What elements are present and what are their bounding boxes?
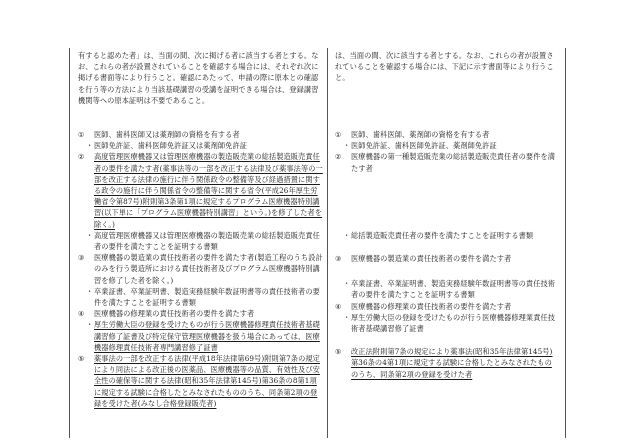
right-intro: は、当面の間、次に該当する者とする。なお、これらの者が設置されていることを確認する場合には、下記に示す書面等により行うこと。	[335, 51, 554, 83]
left-item-1-text: 医師、歯科医師又は薬剤師の資格を有する者	[94, 130, 240, 139]
left-item-5-number: ⑤	[78, 354, 85, 364]
left-item-2-number: ②	[78, 152, 85, 162]
current-column	[335, 50, 557, 380]
left-item-1-evidence: ・ 医師免許証、歯科医師免許証又は薬剤師免許証	[86, 141, 248, 151]
left-item-4-text: 医療機器の修理業の責任技術者の要件を満たす者	[94, 309, 255, 319]
right-item-5-text: 改正法附則第7条の規定により薬事法(昭和35年法律第145号)第36条の4第1項に規定する試験に合格したとみなされたもののうち、同条第2項の登録を受けた者	[351, 347, 553, 379]
left-item-3-number: ③	[78, 253, 85, 263]
left-item-2	[78, 151, 323, 229]
right-item-1-text: 医師、歯科医師、薬剤師の資格を有する者	[351, 130, 490, 139]
left-item-4-evidence: ・ 厚生労働大臣の登録を受けたものが行う医療機器修理責任技術者基礎講習修了証書及び特定保守管理医療機器を扱う場合にあっては、医療機器修理責任技術者専門講習修了証書	[86, 320, 320, 352]
right-item-5-number: ⑤	[335, 347, 342, 357]
left-item-1-number: ①	[78, 130, 85, 139]
right-item-1	[335, 129, 557, 140]
bullet-icon: ・	[86, 141, 94, 151]
bullet-icon: ・	[343, 312, 351, 322]
left-item-3-evidence: ・ 卒業証書、卒業証明書、製造実務経験年数証明書等の責任技術者の要件を満たすことを証明する書類	[86, 286, 320, 308]
bullet-icon: ・	[343, 230, 351, 240]
right-item-2-evidence: ・ 総括製造販売責任者の要件を満たすことを証明する書類	[343, 230, 534, 240]
right-item-4-number: ④	[335, 301, 342, 311]
bullet-icon: ・	[86, 286, 94, 296]
column-divider	[327, 48, 328, 438]
bullet-icon: ・	[343, 141, 351, 151]
right-item-1-number: ①	[335, 130, 342, 139]
right-item-3-text: 医療機器の製造業の責任技術者の要件を満たす者	[351, 254, 512, 264]
right-item-2-text: 医療機器の第一種製造販売業の総括製造販売責任者の要件を満たす者	[351, 152, 556, 173]
left-item-2-text: 高度管理医療機器又は管理医療機器の製造販売業の総括製造販売責任者の要件を満たす者(薬事法等の一部を改正する法律及び薬事法等の一部を改正する法律の施行に伴う関係政令の整備等及び経過措置に関する政令の施行に伴う関係省令の整備等に関する省令(平成26年厚生労働省令第87号)附則第3条第1項に規定するプログラム医療機器特別講習(以下単に「プログラム医療機器特別講習」という。)を修了した者を除く。)	[94, 152, 323, 229]
left-item-3	[78, 252, 323, 286]
revised-column	[78, 50, 323, 409]
right-item-2-number: ②	[335, 152, 342, 162]
left-intro: 有すると認めた者」は、当面の間、次に掲げる者に該当する者とする。なお、これらの者が設置されていることを確認する場合には、それぞれ次に掲げる書面等により行うこと。確認にあたって、申請の際に原本との確認を行う等の方法により当該基礎講習の受講を証明できる場合は、登録講習機関等への原本証明は不要であること。	[78, 51, 319, 105]
right-item-3-number: ③	[335, 254, 342, 264]
bullet-icon: ・	[343, 279, 351, 289]
left-item-3-text: 医療機器の製造業の責任技術者の要件を満たす者(製造工程のうち設計のみを行う製造所における責任技術者及びプログラム医療機器特別講習を修了した者を除く。)	[94, 253, 323, 285]
left-item-2-evidence: ・ 高度管理医療機器又は管理医療機器の製造販売業の総括製造販売責任者の要件を満たすことを証明する書類	[86, 230, 320, 252]
left-item-1	[78, 129, 323, 140]
right-item-1-evidence: ・ 医師免許証、歯科医師免許証、薬剤師免許証	[343, 141, 497, 151]
right-item-3	[335, 253, 557, 264]
right-item-2	[335, 151, 557, 173]
right-item-5	[335, 346, 557, 380]
right-item-3-evidence: ・ 卒業証書、卒業証明書、製造実務経験年数証明書等の責任技術者の要件を満たすことを証明する書類	[343, 279, 556, 300]
right-item-4-evidence: ・ 厚生労働大臣の登録を受けたものが行う医療機器修理業責任技術者基礎講習修了証書	[343, 312, 556, 334]
left-item-4-number: ④	[78, 309, 85, 319]
left-item-4	[78, 308, 323, 319]
right-item-4	[335, 301, 557, 312]
bullet-icon: ・	[86, 230, 94, 240]
left-item-5	[78, 353, 323, 409]
bullet-icon: ・	[86, 320, 94, 330]
left-item-5-text: 薬事法の一部を改正する法律(平成18年法律第69号)附則第7条の規定により同法による改正後の医薬品、医療機器等の品質、有効性及び安全性の確保等に関する法律(昭和35年法律第145号)第36条の8第1項に規定する試験に合格したとみなされたもののうち、同条第2項の登録を受けた者(みなし合格登録販売者)	[94, 354, 320, 408]
right-item-4-text: 医療機器の修理業の責任技術者の要件を満たす者	[351, 301, 512, 311]
